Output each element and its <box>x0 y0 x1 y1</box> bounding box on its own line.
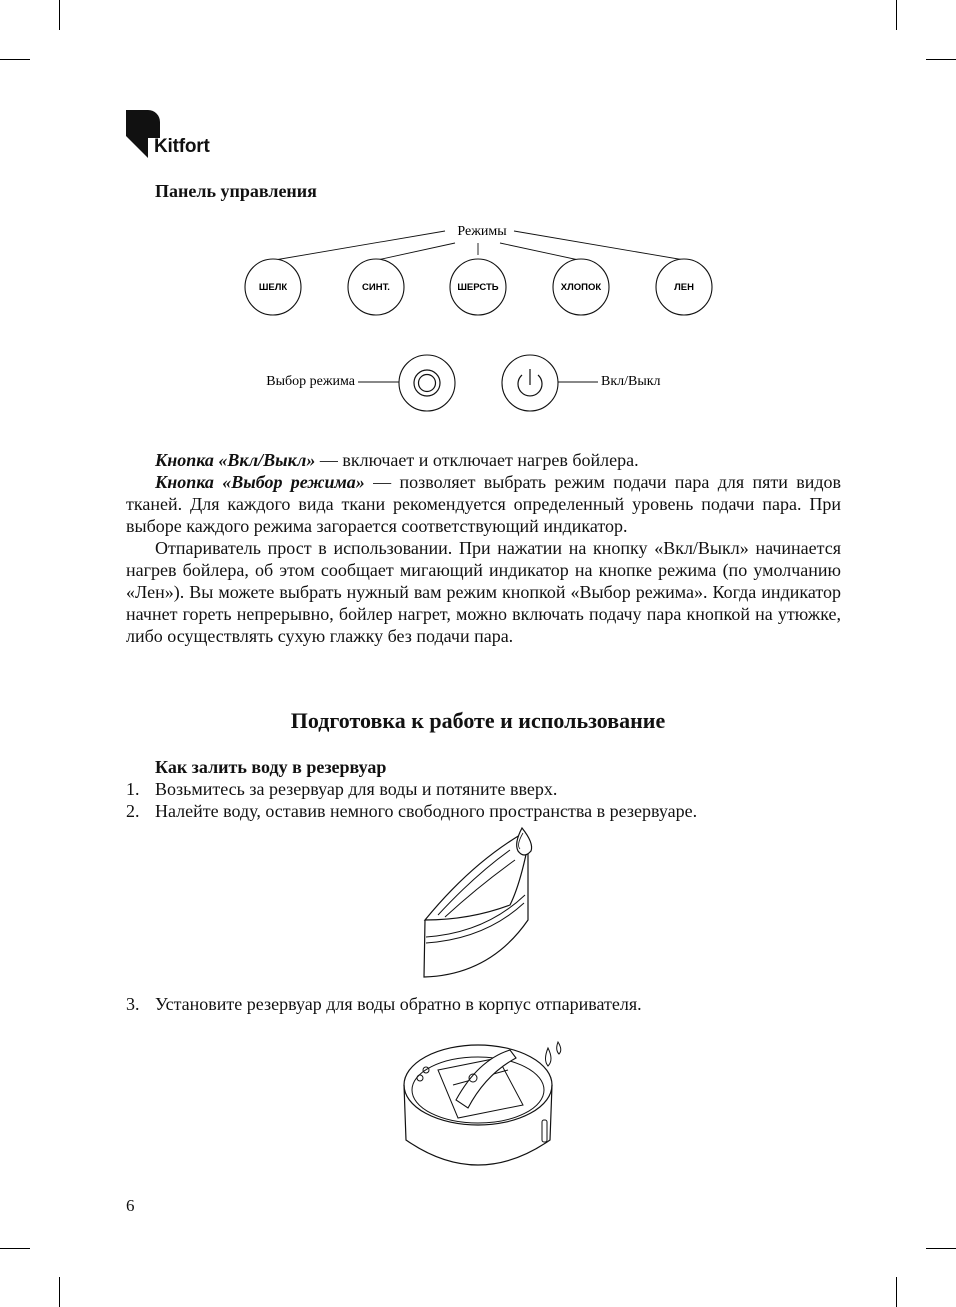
list-item: 1. Возьмитесь за резервуар для воды и потяните вверх. <box>126 779 558 799</box>
term-mode-button: Кнопка «Выбор режима» <box>155 472 365 492</box>
crop-mark <box>59 1277 60 1307</box>
list-item: 3. Установите резервуар для воды обратно в корпус отпаривателя. <box>126 994 642 1014</box>
mode-label-linen: ЛЕН <box>674 282 694 293</box>
desc-mode-button: — позволяет выбрать режим подачи пара для пяти видов тканей. Для каждого вида ткани рекомендуется определенный уровень подачи пара. При выборе каждого режима загорается соответствующий индикатор. <box>126 472 841 536</box>
steamer-base-illustration <box>398 1030 568 1180</box>
power-label: Вкл/Выкл <box>601 374 661 389</box>
paragraph-power-button <box>126 449 841 471</box>
mode-select-label: Выбор режима <box>266 374 355 389</box>
preparation-title: Подготовка к работе и использование <box>290 708 666 733</box>
control-panel-diagram <box>0 0 956 440</box>
water-tank-illustration <box>410 825 550 990</box>
modes-group-label: Режимы <box>457 224 507 239</box>
panel-section-title: Панель управления <box>155 181 317 201</box>
mode-label-cotton: ХЛОПОК <box>560 282 602 293</box>
fill-water-subtitle: Как залить воду в резервуар <box>155 757 387 777</box>
mode-label-synthetic: СИНТ. <box>362 282 390 293</box>
usage-text: Отпариватель прост в использовании. При нажатии на кнопку «Вкл/Выкл» начинается нагрев бойлера, об этом сообщает мигающий индикатор на кнопке режима (по умолчанию «Лен»). Вы можете выбрать нужный вам режим кнопкой «Выбор режима». Когда индикатор начнет гореть непрерывно, бойлер нагрет, можно включать подачу пара кнопкой на утюжке, либо осуществлять сухую глажку без подачи пара. <box>126 538 841 646</box>
term-power-button: Кнопка «Вкл/Выкл» <box>155 450 316 470</box>
paragraph-mode-button <box>126 471 841 537</box>
mode-label-silk: ШЕЛК <box>258 282 288 293</box>
desc-power-button: — включает и отключает нагрев бойлера. <box>315 450 639 470</box>
paragraph-usage <box>126 537 841 647</box>
mode-select-button[interactable] <box>399 355 455 411</box>
mode-label-wool: ШЕРСТЬ <box>457 282 499 293</box>
brand-name: Kitfort <box>154 136 210 157</box>
list-item: 2. Налейте воду, оставив немного свободного пространства в резервуаре. <box>126 801 698 821</box>
crop-mark <box>0 1248 30 1249</box>
crop-mark <box>926 1248 956 1249</box>
page-number: 6 <box>126 1196 135 1215</box>
crop-mark <box>896 1277 897 1307</box>
